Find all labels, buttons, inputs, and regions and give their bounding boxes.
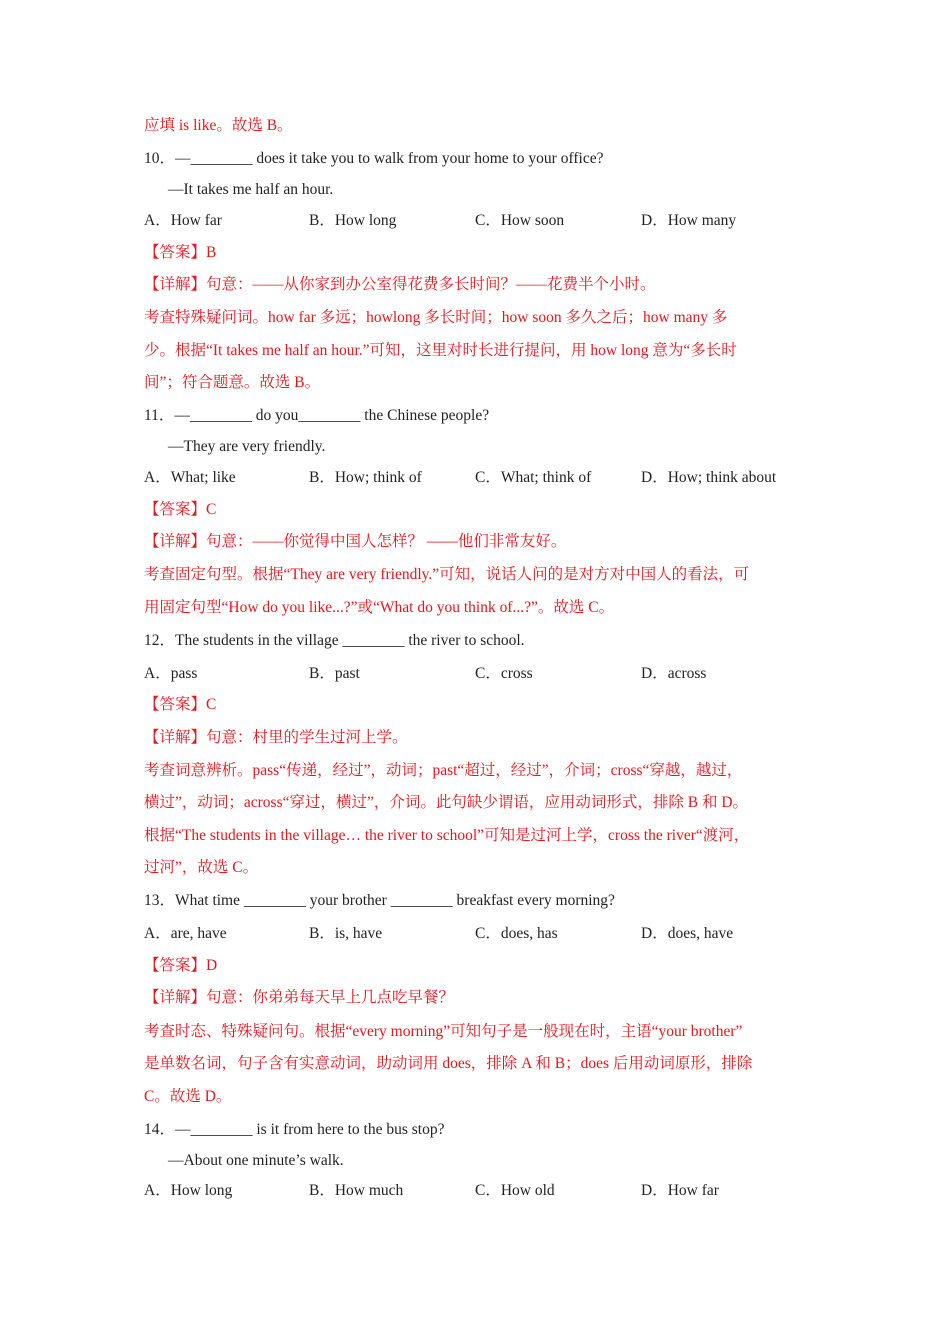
q13-option-b: B．is, have	[309, 925, 383, 942]
q11-option-b: B．How; think of	[309, 469, 422, 486]
q10-analysis-line: 少。根据“It takes me half an hour.”可知，这里对时长进行提问，用 how long 意为“多长时	[144, 342, 737, 359]
q10-reply: —It takes me half an hour.	[168, 181, 334, 198]
q10-stem: 10．—________ does it take you to walk from your home to your office?	[144, 150, 604, 167]
q10-option-c: C．How soon	[475, 212, 565, 229]
intro-explanation: 应填 is like。故选 B。	[144, 117, 293, 134]
q12-analysis-line: 横过”，动词；across“穿过，横过”，介词。此句缺少谓语，应用动词形式，排除 B 和 D。	[144, 794, 749, 811]
q14-option-d: D．How far	[641, 1182, 719, 1199]
q14-option-b: B．How much	[309, 1182, 404, 1199]
q11-option-d: D．How; think about	[641, 469, 777, 486]
q10-option-b: B．How long	[309, 212, 397, 229]
q13-detail: 【详解】句意：你弟弟每天早上几点吃早餐？	[144, 989, 455, 1006]
q11-stem: 11．—________ do you________ the Chinese people?	[144, 407, 490, 424]
q12-detail: 【详解】句意：村里的学生过河上学。	[144, 729, 408, 746]
q13-option-c: C．does, has	[475, 925, 558, 942]
q12-answer: 【答案】C	[144, 696, 217, 713]
q12-option-c: C．cross	[475, 665, 533, 682]
q12-option-b: B．past	[309, 665, 360, 682]
q11-analysis-line: 用固定句型“How do you like...?”或“What do you think of...?”。故选 C。	[144, 599, 615, 616]
q13-option-d: D．does, have	[641, 925, 734, 942]
q10-option-d: D．How many	[641, 212, 737, 229]
q12-analysis-line: 根据“The students in the village… the river to school”可知是过河上学，cross the river“渡河，	[144, 827, 750, 844]
q12-option-d: D．across	[641, 665, 707, 682]
q12-option-a: A．pass	[144, 665, 198, 682]
q11-option-a: A．What; like	[144, 469, 236, 486]
q14-reply: —About one minute’s walk.	[168, 1152, 344, 1169]
q13-answer: 【答案】D	[144, 957, 218, 974]
q10-analysis-line: 间”；符合题意。故选 B。	[144, 374, 321, 391]
q10-option-a: A．How far	[144, 212, 222, 229]
q13-analysis-line: 是单数名词，句子含有实意动词，助动词用 does，排除 A 和 B；does 后用动词原形，排除	[144, 1055, 753, 1072]
q13-stem: 13．What time ________ your brother ________ breakfast every morning?	[144, 892, 615, 909]
q14-option-a: A．How long	[144, 1182, 233, 1199]
q12-stem: 12．The students in the village ________ the river to school.	[144, 632, 525, 649]
q14-stem: 14．—________ is it from here to the bus stop?	[144, 1121, 445, 1138]
q11-answer: 【答案】C	[144, 501, 217, 518]
q13-analysis-line: 考查时态、特殊疑问句。根据“every morning”可知句子是一般现在时，主语“your brother”	[144, 1023, 743, 1040]
q10-answer: 【答案】B	[144, 244, 217, 261]
q11-analysis-line: 考查固定句型。根据“They are very friendly.”可知，说话人问的是对方对中国人的看法，可	[144, 566, 750, 583]
q14-option-c: C．How old	[475, 1182, 555, 1199]
q11-option-c: C．What; think of	[475, 469, 592, 486]
q13-option-a: A．are, have	[144, 925, 227, 942]
q12-analysis-line: 考查词意辨析。pass“传递，经过”，动词；past“超过，经过”，介词；cross“穿越，越过，	[144, 762, 743, 779]
q10-analysis-line: 考查特殊疑问词。how far 多远；howlong 多长时间；how soon 多久之后；how many 多	[144, 309, 728, 326]
q11-reply: —They are very friendly.	[168, 438, 326, 455]
q12-analysis-line: 过河”，故选 C。	[144, 859, 259, 876]
q10-detail: 【详解】句意：——从你家到办公室得花费多长时间？——花费半个小时。	[144, 276, 656, 293]
q13-analysis-line: C。故选 D。	[144, 1088, 232, 1105]
q11-detail: 【详解】句意：——你觉得中国人怎样？ ——他们非常友好。	[144, 533, 567, 550]
